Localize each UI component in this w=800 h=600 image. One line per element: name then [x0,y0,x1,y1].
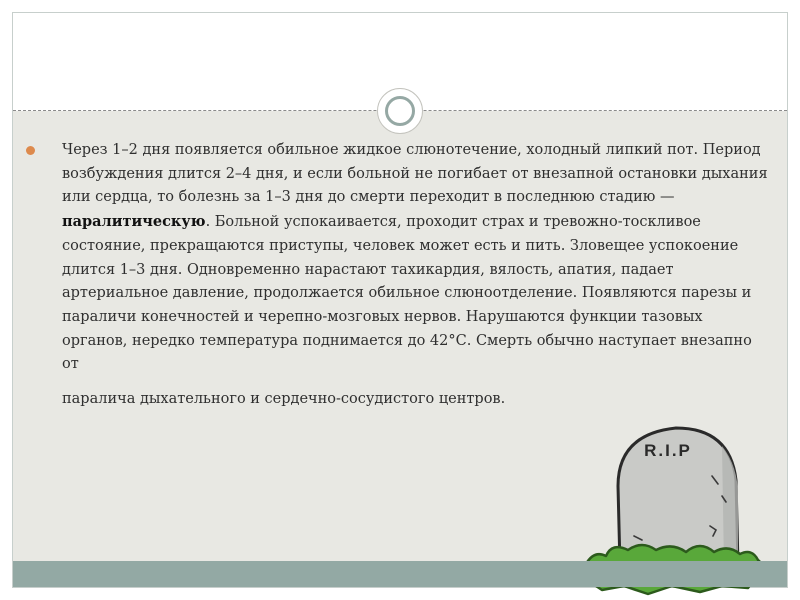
paragraph-emphasis: паралитическую [62,213,206,231]
tombstone-engraving: R.I.P [644,441,692,460]
bullet-icon [26,146,35,155]
ornament-ring [385,96,415,126]
slide-body-text [62,139,768,412]
paragraph-before: Через 1–2 дня появляется обильное жидкое слюнотечение, холодный липкий пот. Период возбуждения длится 2–4 дня, и если больной не погибает от внезапной остановки дыхания или сердца, то болезнь за 1–3 дня до смерти переходит в последнюю стадию — [62,142,768,206]
paragraph-last: паралича дыхательного и сердечно-сосудистого центров. [62,391,506,408]
paragraph-after: . Больной успокаивается, проходит страх и тревожно-тоскливое состояние, прекращаются приступы, человек может есть и пить. Зловещее успокоение длится 1–3 дня. Одновременно нарастают тахикардия, вялость, апатия, падает артериальное давление, продолжается обильное слюноотделение. Появляются парезы и параличи конечностей и черепно-мозговых нервов. Нарушаются функции тазовых органов, нередко температура поднимается до 42°С. Смерть обычно наступает внезапно от [62,214,752,373]
divider-ornament [377,88,423,134]
bottom-band [13,561,787,587]
